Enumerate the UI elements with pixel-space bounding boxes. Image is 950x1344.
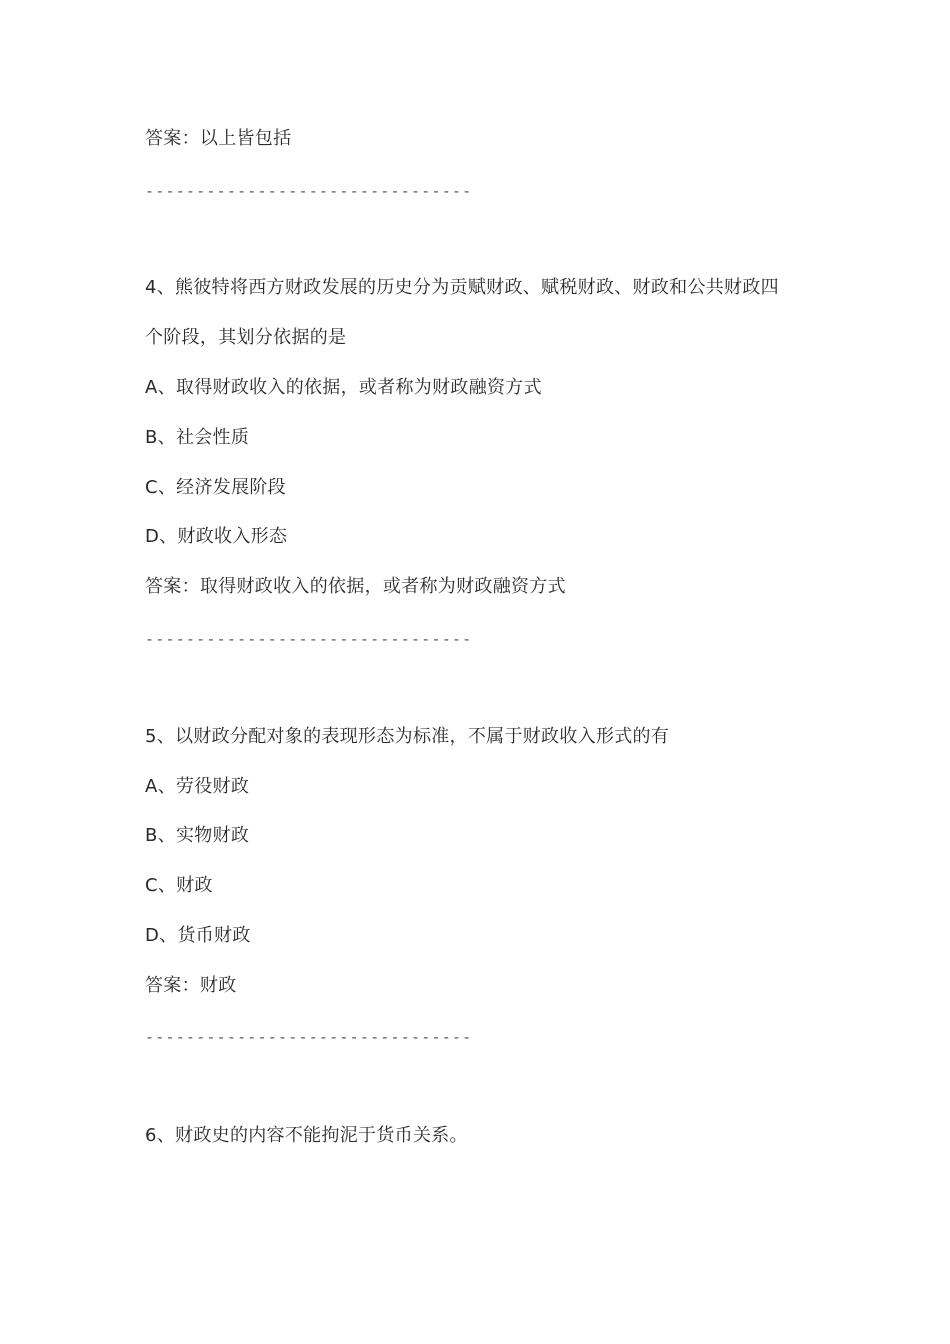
question-q4-line2: 个阶段，其划分依据的是 xyxy=(145,327,347,348)
separator-q3: -------------------------------- xyxy=(145,182,473,200)
option-q4-b: B、社会性质 xyxy=(145,427,250,448)
option-q5-d: D、货币财政 xyxy=(145,925,251,946)
separator-q4: -------------------------------- xyxy=(145,630,473,648)
separator-q5: -------------------------------- xyxy=(145,1028,473,1046)
option-q5-b: B、实物财政 xyxy=(145,825,250,846)
question-q6: 6、财政史的内容不能拘泥于货币关系。 xyxy=(145,1125,468,1146)
answer-q4: 答案：取得财政收入的依据，或者称为财政融资方式 xyxy=(145,576,566,597)
option-q4-a: A、取得财政收入的依据，或者称为财政融资方式 xyxy=(145,377,542,398)
answer-q5: 答案：财政 xyxy=(145,975,237,996)
option-q4-d: D、财政收入形态 xyxy=(145,526,288,547)
answer-q3: 答案：以上皆包括 xyxy=(145,128,292,149)
question-q5: 5、以财政分配对象的表现形态为标准，不属于财政收入形式的有 xyxy=(145,726,670,747)
option-q4-c: C、经济发展阶段 xyxy=(145,477,286,498)
option-q5-c: C、财政 xyxy=(145,875,213,896)
question-q4-line1: 4、熊彼特将西方财政发展的历史分为贡赋财政、赋税财政、财政和公共财政四 xyxy=(145,277,779,298)
option-q5-a: A、劳役财政 xyxy=(145,776,250,797)
